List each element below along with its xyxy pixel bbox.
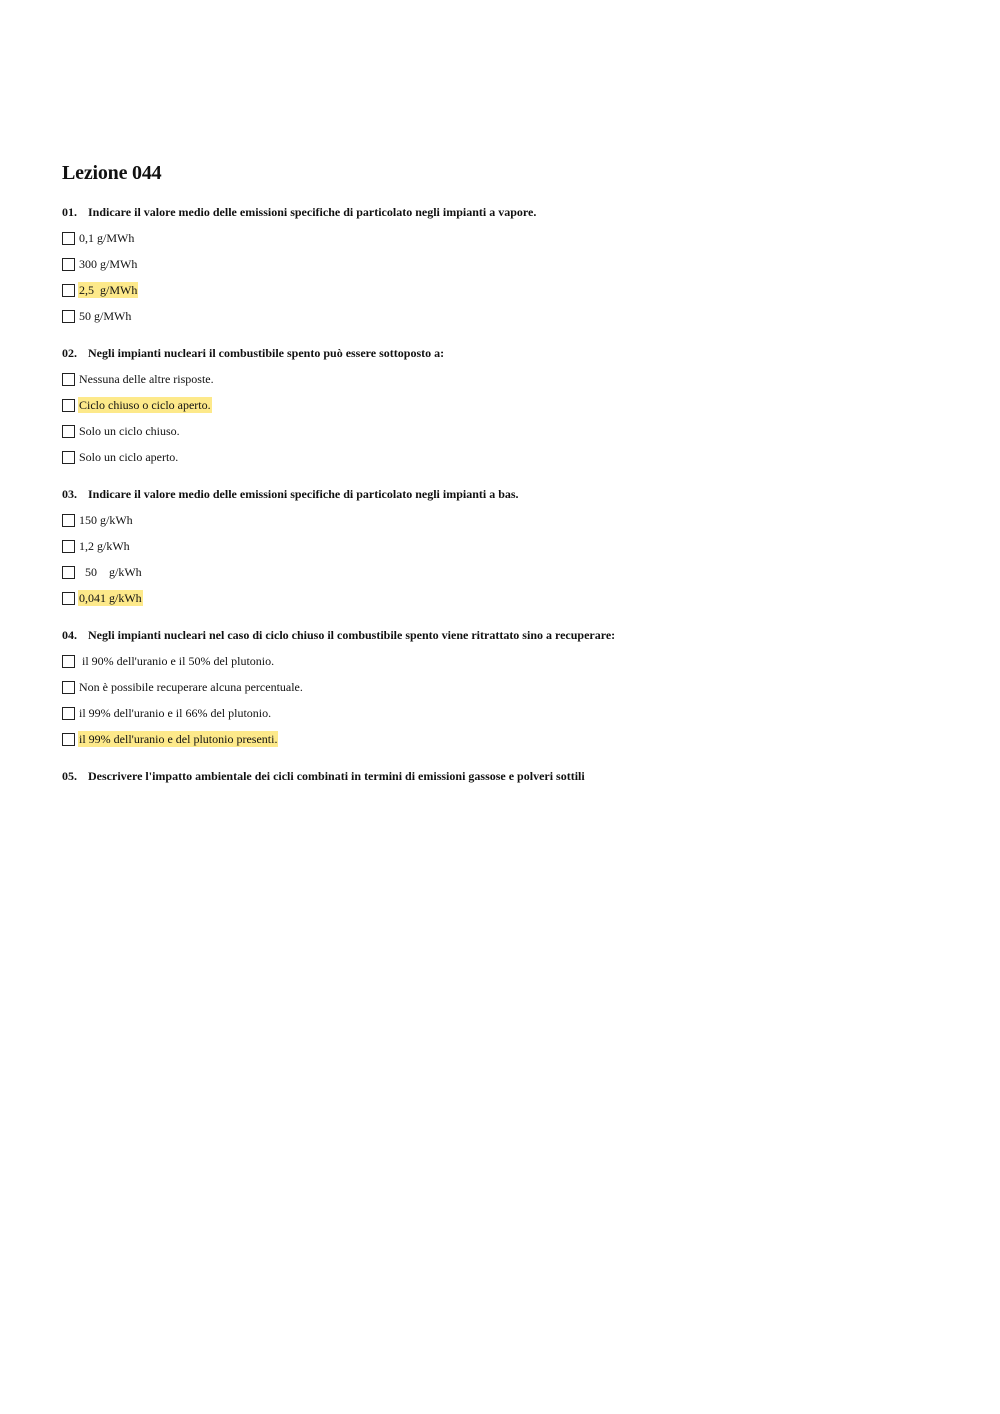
answer-checkbox[interactable] — [62, 425, 75, 438]
question-heading — [62, 484, 942, 504]
answer-text: 50 g/MWh — [79, 309, 132, 323]
answer-checkbox[interactable] — [62, 310, 75, 323]
answer-option[interactable] — [62, 447, 942, 467]
answer-option[interactable] — [62, 703, 942, 723]
answer-option[interactable] — [62, 421, 942, 441]
answer-option[interactable] — [62, 510, 942, 530]
answer-text: il 90% dell'uranio e il 50% del plutonio. — [79, 654, 275, 668]
answer-text: il 99% dell'uranio e il 66% del plutonio. — [79, 706, 272, 720]
question-heading — [62, 202, 942, 222]
answer-text: 150 g/kWh — [79, 513, 133, 527]
question-04 — [62, 625, 942, 749]
answer-checkbox[interactable] — [62, 655, 75, 668]
question-text: Negli impianti nucleari nel caso di ciclo chiuso il combustibile spento viene ritrattato sino a recuperare: — [88, 628, 616, 642]
question-05 — [62, 766, 942, 786]
question-text: Descrivere l'impatto ambientale dei cicli combinati in termini di emissioni gassose e polveri sottili — [88, 769, 585, 783]
answer-option-correct[interactable] — [62, 280, 942, 300]
question-text: Indicare il valore medio delle emissioni specifiche di particolato negli impianti a vapore. — [88, 205, 537, 219]
answer-option[interactable] — [62, 369, 942, 389]
answer-text-highlighted: 2,5 g/MWh — [79, 283, 138, 297]
answer-checkbox[interactable] — [62, 566, 75, 579]
answer-option[interactable] — [62, 651, 942, 671]
answer-text: Solo un ciclo chiuso. — [79, 424, 180, 438]
answer-checkbox[interactable] — [62, 592, 75, 605]
answer-checkbox[interactable] — [62, 681, 75, 694]
answer-text-highlighted: Ciclo chiuso o ciclo aperto. — [79, 398, 211, 412]
question-01 — [62, 202, 942, 326]
answer-checkbox[interactable] — [62, 733, 75, 746]
answer-option-correct[interactable] — [62, 729, 942, 749]
question-text: Indicare il valore medio delle emissioni specifiche di particolato negli impianti a bas. — [88, 487, 519, 501]
answer-text-highlighted: 0,041 g/kWh — [79, 591, 142, 605]
answer-text-highlighted: il 99% dell'uranio e del plutonio presenti. — [79, 732, 278, 746]
answer-option[interactable] — [62, 306, 942, 326]
answer-checkbox[interactable] — [62, 232, 75, 245]
answer-checkbox[interactable] — [62, 451, 75, 464]
document-page — [62, 158, 942, 803]
answer-option-correct[interactable] — [62, 588, 942, 608]
answer-text: Non è possibile recuperare alcuna percentuale. — [79, 680, 303, 694]
answer-checkbox[interactable] — [62, 399, 75, 412]
answer-text: 1,2 g/kWh — [79, 539, 130, 553]
answer-checkbox[interactable] — [62, 373, 75, 386]
question-number: 02. — [62, 346, 77, 360]
answer-option[interactable] — [62, 677, 942, 697]
answer-checkbox[interactable] — [62, 540, 75, 553]
answer-checkbox[interactable] — [62, 284, 75, 297]
question-number: 03. — [62, 487, 77, 501]
question-text: Negli impianti nucleari il combustibile spento può essere sottoposto a: — [88, 346, 445, 360]
answer-option[interactable] — [62, 562, 942, 582]
answer-text: Solo un ciclo aperto. — [79, 450, 179, 464]
question-heading — [62, 766, 942, 786]
answer-text: 0,1 g/MWh — [79, 231, 135, 245]
answer-option-correct[interactable] — [62, 395, 942, 415]
answer-checkbox[interactable] — [62, 258, 75, 271]
answer-option[interactable] — [62, 228, 942, 248]
lesson-title: Lezione 044 — [62, 162, 162, 184]
question-03 — [62, 484, 942, 608]
question-heading — [62, 625, 942, 645]
answer-checkbox[interactable] — [62, 514, 75, 527]
question-02 — [62, 343, 942, 467]
question-heading — [62, 343, 942, 363]
question-number: 01. — [62, 205, 77, 219]
question-number: 05. — [62, 769, 77, 783]
answer-option[interactable] — [62, 254, 942, 274]
answer-checkbox[interactable] — [62, 707, 75, 720]
answer-text: 50 g/kWh — [79, 565, 142, 579]
question-number: 04. — [62, 628, 77, 642]
answer-text: Nessuna delle altre risposte. — [79, 372, 214, 386]
answer-text: 300 g/MWh — [79, 257, 138, 271]
answer-option[interactable] — [62, 536, 942, 556]
